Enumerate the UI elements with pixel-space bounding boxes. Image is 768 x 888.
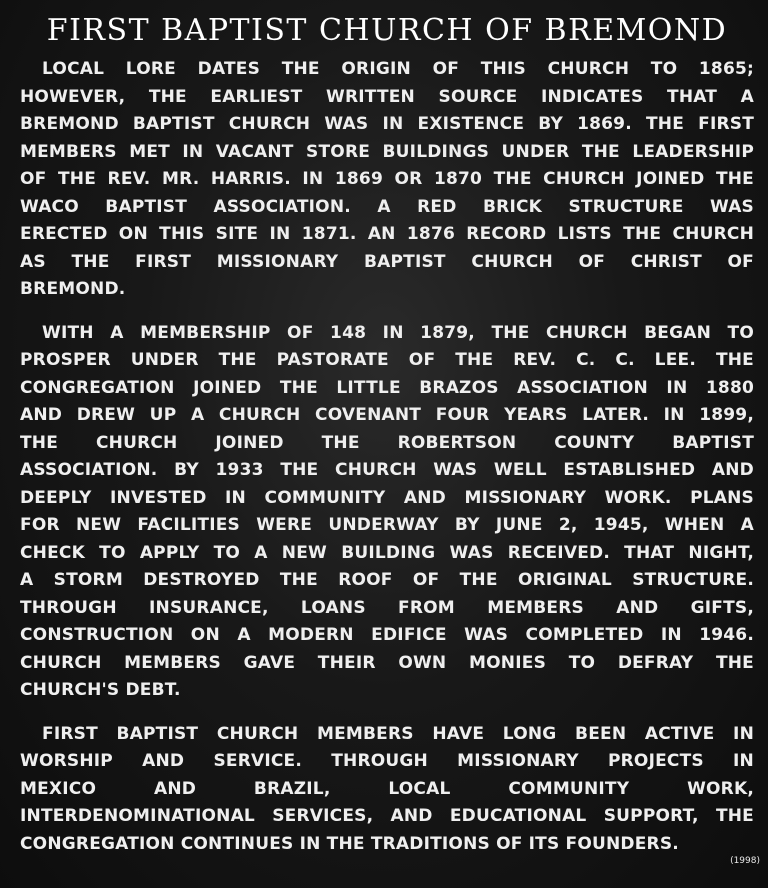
text-line: LOCAL LORE DATES THE ORIGIN OF THIS CHURCH TO 1865; — [42, 59, 754, 79]
plaque-paragraph-2 — [20, 320, 754, 705]
text-line: THROUGH INSURANCE, LOANS FROM MEMBERS AND GIFTS, — [20, 597, 754, 618]
text-line: THE CHURCH JOINED THE ROBERTSON COUNTY BAPTIST — [20, 432, 754, 453]
text-line: BREMOND BAPTIST CHURCH WAS IN EXISTENCE BY 1869. THE FIRST — [20, 114, 754, 134]
text-line: FOR NEW FACILITIES WERE UNDERWAY BY JUNE 2, 1945, WHEN A — [20, 515, 754, 535]
text-line: WACO BAPTIST ASSOCIATION. A RED BRICK STRUCTURE WAS — [20, 196, 754, 217]
text-line: CHURCH'S DEBT. — [20, 680, 181, 700]
text-line: CONSTRUCTION ON A MODERN EDIFICE WAS COMPLETED IN 1946. — [20, 625, 754, 645]
text-line: BREMOND. — [20, 279, 126, 299]
text-line: A STORM DESTROYED THE ROOF OF THE ORIGINAL STRUCTURE. — [20, 570, 754, 590]
text-line: ERECTED ON THIS SITE IN 1871. AN 1876 RECORD LISTS THE CHURCH — [20, 224, 754, 244]
text-line: HOWEVER, THE EARLIEST WRITTEN SOURCE INDICATES THAT A — [20, 86, 754, 107]
plaque-paragraph-1 — [20, 56, 754, 304]
text-line: CHECK TO APPLY TO A NEW BUILDING WAS RECEIVED. THAT NIGHT, — [20, 542, 754, 563]
text-line: CONGREGATION JOINED THE LITTLE BRAZOS ASSOCIATION IN 1880 — [20, 377, 754, 398]
text-line: AS THE FIRST MISSIONARY BAPTIST CHURCH OF CHRIST OF — [20, 251, 754, 272]
text-line: AND DREW UP A CHURCH COVENANT FOUR YEARS LATER. IN 1899, — [20, 405, 754, 425]
text-line: PROSPER UNDER THE PASTORATE OF THE REV. C. C. LEE. THE — [20, 350, 754, 370]
text-line: INTERDENOMINATIONAL SERVICES, AND EDUCATIONAL SUPPORT, THE — [20, 806, 754, 826]
text-line: OF THE REV. MR. HARRIS. IN 1869 OR 1870 THE CHURCH JOINED THE — [20, 169, 754, 189]
text-line: WORSHIP AND SERVICE. THROUGH MISSIONARY PROJECTS IN — [20, 751, 754, 771]
text-line: WITH A MEMBERSHIP OF 148 IN 1879, THE CHURCH BEGAN TO — [42, 322, 754, 343]
plaque-title: FIRST BAPTIST CHURCH OF BREMOND — [46, 13, 728, 48]
plaque-paragraph-3 — [20, 721, 754, 859]
text-line: CHURCH MEMBERS GAVE THEIR OWN MONIES TO DEFRAY THE — [20, 652, 754, 673]
text-line: CONGREGATION CONTINUES IN THE TRADITIONS OF ITS FOUNDERS. — [20, 833, 679, 854]
text-line: MEMBERS MET IN VACANT STORE BUILDINGS UNDER THE LEADERSHIP — [20, 141, 754, 162]
text-line: FIRST BAPTIST CHURCH MEMBERS HAVE LONG BEEN ACTIVE IN — [42, 723, 754, 744]
marker-year: (1998) — [730, 856, 760, 866]
text-line: ASSOCIATION. BY 1933 THE CHURCH WAS WELL ESTABLISHED AND — [20, 460, 754, 480]
text-line: MEXICO AND BRAZIL, LOCAL COMMUNITY WORK, — [20, 778, 754, 799]
text-line: DEEPLY INVESTED IN COMMUNITY AND MISSIONARY WORK. PLANS — [20, 487, 754, 508]
